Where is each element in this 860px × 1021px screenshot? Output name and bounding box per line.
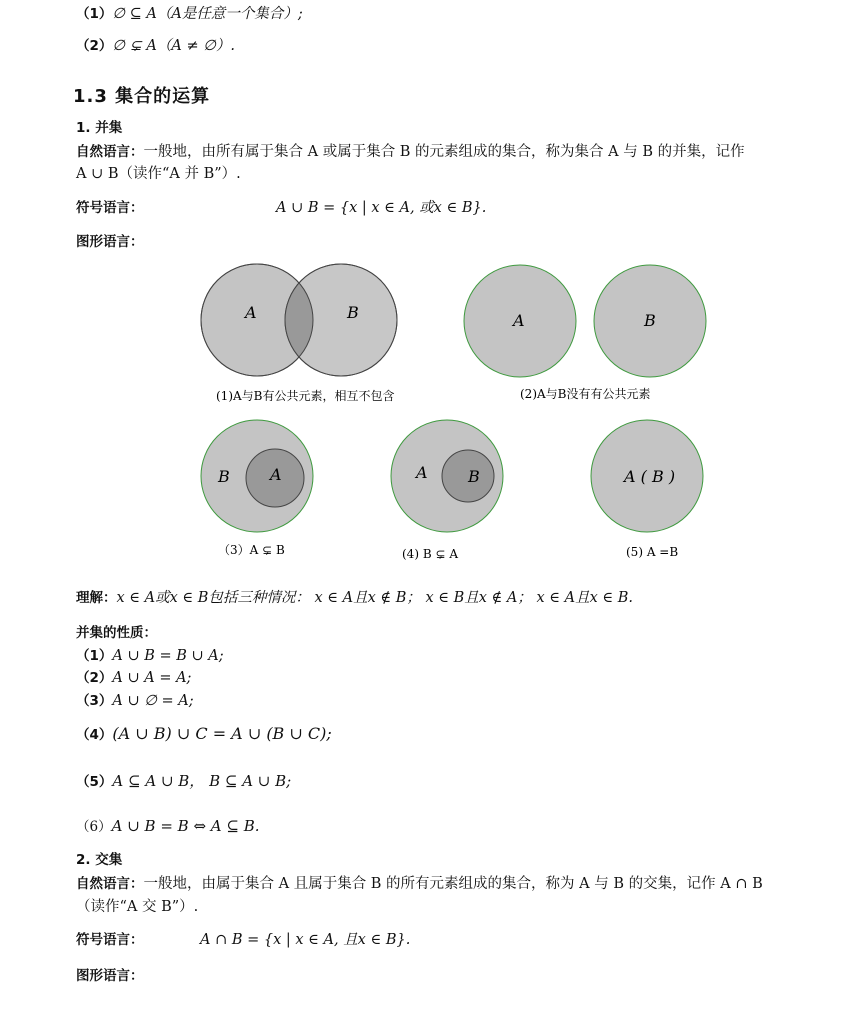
caption-4: (4) B ⊊ A — [402, 547, 458, 561]
label-b: B — [347, 303, 359, 322]
union-natural-line-1 — [76, 142, 745, 162]
prop-number: （2） — [76, 38, 113, 54]
union-natural-line-2: A ∪ B（读作“A 并 B”）. — [76, 166, 241, 182]
venn-equal — [591, 420, 703, 559]
prop-text: A ∪ B = B ⇔ A ⊆ B. — [111, 817, 260, 835]
venn-overlap — [201, 264, 397, 403]
prop-number: （1） — [76, 648, 113, 664]
prop-number: （5） — [76, 774, 113, 790]
prop-number: （1） — [76, 6, 113, 22]
prop-text: ∅ ⊊ A（A ≠ ∅）. — [112, 38, 235, 54]
natural-label: 自然语言： — [76, 144, 144, 160]
union-understanding — [76, 588, 633, 608]
understand-text: x ∈ A或x ∈ B包括三种情况： x ∈ A且x ∉ B； x ∈ B且x ∉ A； x ∈ A且x ∈ B. — [116, 590, 633, 606]
union-prop-4 — [76, 724, 332, 745]
union-prop-2 — [76, 668, 191, 688]
symbol-label: 符号语言： — [76, 200, 144, 216]
understand-label: 理解： — [76, 590, 117, 606]
symbol-text: A ∩ B = {x | x ∈ A, 且x ∈ B}. — [200, 932, 411, 948]
union-venn-diagrams — [0, 250, 860, 570]
intersection-heading: 2. 交集 — [76, 852, 123, 868]
natural-text: 一般地，由属于集合 A 且属于集合 B 的所有元素组成的集合，称为 A 与 B 的交集，记作 A ∩ B — [143, 876, 763, 892]
union-prop-1 — [76, 646, 224, 666]
symbol-label: 符号语言： — [76, 932, 144, 948]
label-a: A — [270, 465, 282, 484]
section-title: 1.3 集合的运算 — [73, 86, 211, 107]
label-a: A — [245, 303, 257, 322]
union-prop-3 — [76, 691, 194, 711]
natural-label: 自然语言： — [76, 876, 144, 892]
intersection-graphic-label: 图形语言： — [76, 968, 144, 984]
prop-text: A ⊆ A ∪ B， B ⊆ A ∪ B; — [112, 772, 292, 790]
intersection-natural-line-2: （读作“A 交 B”）. — [76, 899, 199, 915]
union-prop-6 — [76, 816, 260, 837]
union-symbol-line — [76, 198, 486, 218]
prop-number: （6） — [76, 819, 112, 835]
caption-5: (5) A =B — [626, 545, 679, 559]
caption-2: (2)A与B没有有公共元素 — [520, 387, 651, 401]
intersection-natural-line-1 — [76, 874, 763, 894]
label-ab: A ( B ) — [624, 467, 676, 486]
union-heading: 1. 并集 — [76, 120, 123, 136]
label-b: B — [218, 467, 230, 486]
union-props-heading: 并集的性质： — [76, 625, 157, 641]
prop-text: (A ∪ B) ∪ C = A ∪ (B ∪ C); — [112, 724, 332, 743]
prop-number: （3） — [76, 693, 113, 709]
venn-b-in-a — [391, 420, 503, 561]
label-b: B — [468, 467, 480, 486]
prop-text: A ∪ ∅ = A; — [112, 693, 194, 709]
union-prop-5 — [76, 771, 291, 792]
label-b: B — [644, 311, 656, 330]
prop-text: ∅ ⊆ A（A是任意一个集合）; — [112, 6, 303, 22]
caption-3: （3）A ⊊ B — [218, 543, 285, 557]
intersection-symbol-line — [76, 930, 410, 950]
natural-text: 一般地，由所有属于集合 A 或属于集合 B 的元素组成的集合，称为集合 A 与 B 的并集，记作 — [143, 144, 745, 160]
prop-number: （2） — [76, 670, 113, 686]
label-a: A — [416, 463, 428, 482]
subset-prop-2 — [76, 36, 235, 56]
symbol-text: A ∪ B = {x | x ∈ A, 或x ∈ B}. — [276, 200, 487, 216]
subset-prop-1 — [76, 4, 303, 24]
label-a: A — [513, 311, 525, 330]
venn-a-in-b — [201, 420, 313, 557]
prop-text: A ∪ B = B ∪ A; — [112, 648, 224, 664]
caption-1: (1)A与B有公共元素，相互不包含 — [216, 389, 395, 403]
union-graphic-label: 图形语言： — [76, 234, 144, 250]
venn-disjoint — [464, 265, 706, 401]
prop-text: A ∪ A = A; — [112, 670, 192, 686]
prop-number: （4） — [76, 727, 113, 743]
